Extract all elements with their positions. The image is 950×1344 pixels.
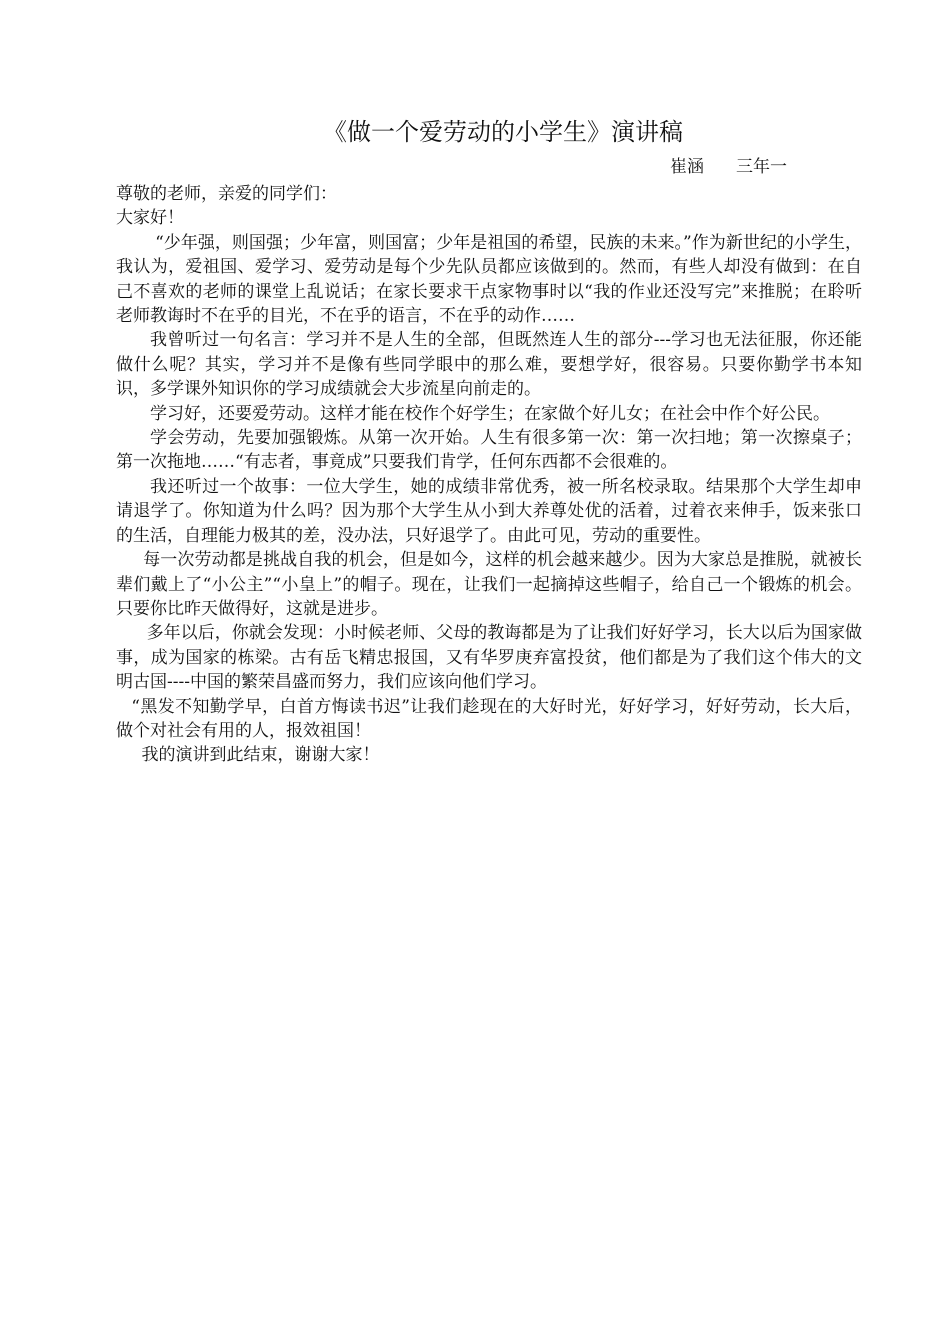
salutation: 尊敬的老师，亲爱的同学们： [116,184,337,204]
author-name: 崔涵 [670,157,704,177]
author-class: 三年一 [736,157,787,177]
paragraph: 学会劳动，先要加强锻炼。从第一次开始。人生有很多第一次：第一次扫地；第一次擦桌子；第一次拖地……“有志者，事竟成”只要我们肯学，任何东西都不会很难的。 [116,428,862,473]
paragraph: 我还听过一个故事：一位大学生，她的成绩非常优秀，被一所名校录取。结果那个大学生却申请退学了。你知道为什么吗？因为那个大学生从小到大养尊处优的活着，过着衣来伸手，饭来张口的生活，自理能力极其的差，没办法，只好退学了。由此可见，劳动的重要性。 [116,476,862,546]
document-title: 《做一个爱劳动的小学生》演讲稿 [323,118,683,146]
paragraph: 多年以后，你就会发现：小时候老师、父母的教诲都是为了让我们好好学习，长大以后为国家做事，成为国家的栋梁。古有岳飞精忠报国，又有华罗庚弃富投贫，他们都是为了我们这个伟大的文明古国----中国的繁荣昌盛而努力，我们应该向他们学习。 [116,623,862,693]
paragraph: “黑发不知勤学早，白首方悔读书迟”让我们趁现在的大好时光，好好学习，好好劳动，长大后，做个对社会有用的人，报效祖国！ [116,696,862,741]
paragraph: 我曾听过一句名言：学习并不是人生的全部，但既然连人生的部分---学习也无法征服，你还能做什么呢？其实，学习并不是像有些同学眼中的那么难，要想学好，很容易。只要你勤学书本知识，多学课外知识你的学习成绩就会大步流星向前走的。 [116,330,862,400]
paragraph: “少年强，则国强；少年富，则国富；少年是祖国的希望，民族的未来。”作为新世纪的小学生，我认为，爱祖国、爱学习、爱劳动是每个少先队员都应该做到的。然而，有些人却没有做到：在自己不喜欢的老师的课堂上乱说话；在家长要求干点家物事时以“我的作业还没写完”来推脱；在聆听老师教诲时不在乎的目光，不在乎的语言，不在乎的动作…… [116,232,862,327]
author-line [116,152,862,182]
paragraph: 学习好，还要爱劳动。这样才能在校作个好学生；在家做个好儿女；在社会中作个好公民。 [150,403,830,424]
paragraph: 每一次劳动都是挑战自我的机会，但是如今，这样的机会越来越少。因为大家总是推脱，就被长辈们戴上了“小公主”“小皇上”的帽子。现在，让我们一起摘掉这些帽子，给自己一个锻炼的机会。只要你比昨天做得好，这就是进步。 [116,550,862,619]
document-page [116,112,862,768]
paragraph: 我的演讲到此结束，谢谢大家！ [141,745,380,766]
greeting: 大家好！ [116,208,184,229]
